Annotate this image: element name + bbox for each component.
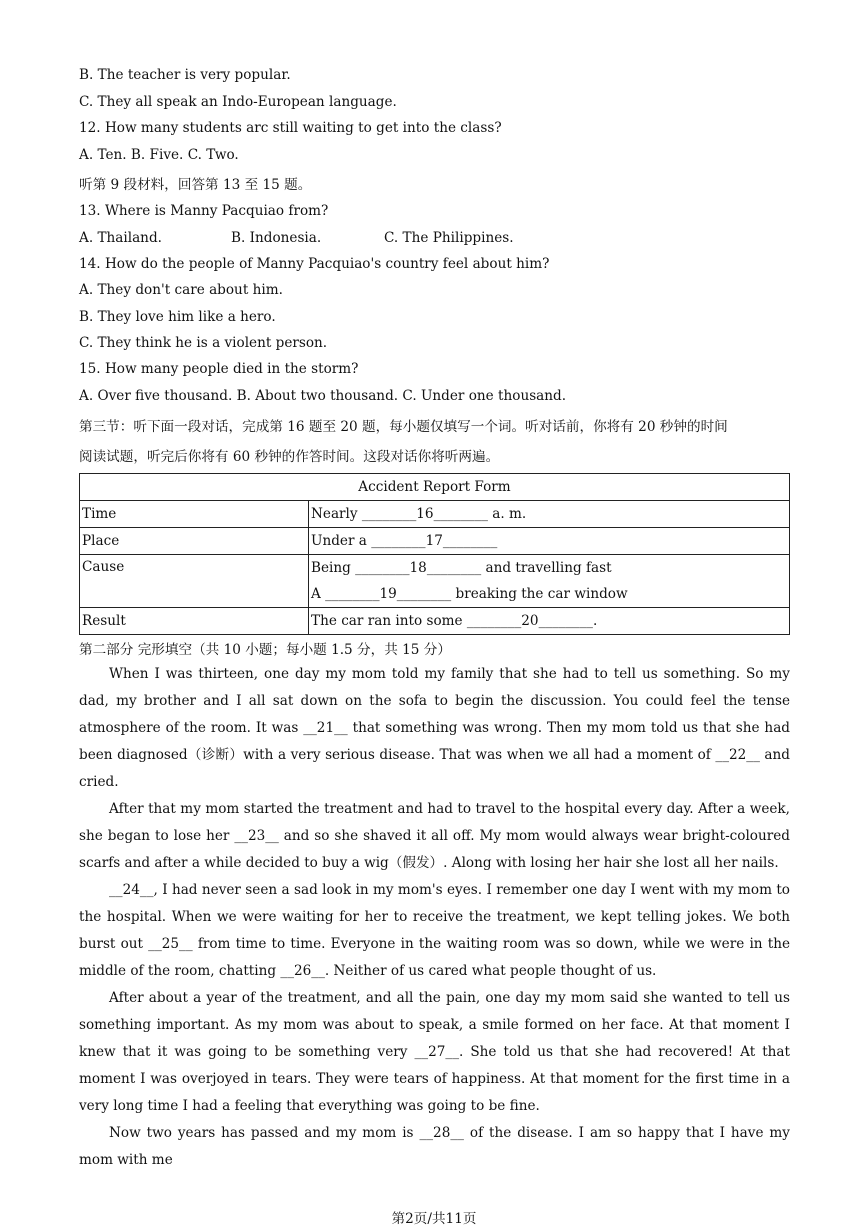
place-label: Place	[80, 528, 309, 555]
time-label: Time	[80, 501, 309, 528]
question-14-option-b: B. They love him like a hero.	[79, 309, 276, 325]
question-15-options: A. Over five thousand. B. About two thousand. C. Under one thousand.	[79, 388, 567, 404]
question-14-option-c: C. They think he is a violent person.	[79, 335, 328, 351]
question-12-options: A. Ten. B. Five. C. Two.	[79, 147, 239, 163]
section-3-instruction-cont: 阅读试题，听完后你将有 60 秒钟的作答时间。这段对话你将听两遍。	[79, 449, 500, 465]
option-b-line: B. The teacher is very popular.	[79, 67, 291, 83]
paragraph-4: After about a year of the treatment, and all the pain, one day my mom said she wanted to tell us something important. As my mom was about to speak, a smile formed on her face. At that moment I knew that it was going to be something very __27__. She told us that she had recovered! At that moment I was overjoyed in tears. They were tears of happiness. At that moment for the first time in a very long time I had a feeling that everything was going to be fine.	[79, 990, 790, 1114]
option-a: A. Thailand.	[79, 230, 162, 246]
option-c-line: C. They all speak an Indo-European language.	[79, 94, 397, 110]
paragraph-2: After that my mom started the treatment and had to travel to the hospital every day. After a week, she began to lose her __23__ and so she shaved it all off. My mom would always wear bright-coloured scarfs and after a while decided to buy a wig（假发）. Along with losing her hair she lost all her nails.	[79, 801, 790, 871]
paragraph-5: Now two years has passed and my mom is __28__ of the disease. I am so happy that I have my mom with me	[79, 1125, 790, 1168]
question-14-option-a: A. They don't care about him.	[79, 282, 283, 298]
section-3-instruction: 第三节：听下面一段对话，完成第 16 题至 20 题，每小题仅填写一个词。听对话前，你将有 20 秒钟的时间	[79, 419, 728, 435]
question-13-options	[79, 230, 514, 246]
question-15: 15. How many people died in the storm?	[79, 361, 359, 377]
question-13: 13. Where is Manny Pacquiao from?	[79, 203, 329, 219]
result-value: The car ran into some ________20________.	[309, 608, 790, 635]
option-b: B. Indonesia.	[231, 230, 322, 246]
accident-report-form	[79, 473, 790, 635]
cause-label: Cause	[80, 555, 309, 608]
paragraph-1: When I was thirteen, one day my mom told my family that she had to tell us something. So my dad, my brother and I all sat down on the sofa to begin the discussion. You could feel the tense atmosphere of the room. It was __21__ that something was wrong. Then my mom told us that she had been diagnosed（诊断）with a very serious disease. That was when we all had a moment of __22__ and cried.	[79, 666, 790, 790]
question-12: 12. How many students arc still waiting to get into the class?	[79, 120, 502, 136]
form-title: Accident Report Form	[80, 474, 790, 501]
question-14: 14. How do the people of Manny Pacquiao's country feel about him?	[79, 256, 550, 272]
result-label: Result	[80, 608, 309, 635]
page-footer: 第2页/共11页	[391, 1211, 477, 1227]
option-c: C. The Philippines.	[384, 230, 514, 246]
cause-value-2: A ________19________ breaking the car window	[309, 581, 790, 608]
time-value: Nearly ________16________ a. m.	[309, 501, 790, 528]
section-instruction-9: 听第 9 段材料，回答第 13 至 15 题。	[79, 177, 312, 193]
cause-value-1: Being ________18________ and travelling fast	[309, 555, 790, 582]
place-value: Under a ________17________	[309, 528, 790, 555]
paragraph-3: __24__, I had never seen a sad look in my mom's eyes. I remember one day I went with my mom to the hospital. When we were waiting for her to receive the treatment, we kept telling jokes. We both burst out __25__ from time to time. Everyone in the waiting room was so down, while we were in the middle of the room, chatting __26__. Neither of us cared what people thought of us.	[79, 882, 790, 979]
passage	[79, 661, 790, 1174]
part-2-heading: 第二部分 完形填空（共 10 小题；每小题 1.5 分，共 15 分）	[79, 642, 451, 658]
